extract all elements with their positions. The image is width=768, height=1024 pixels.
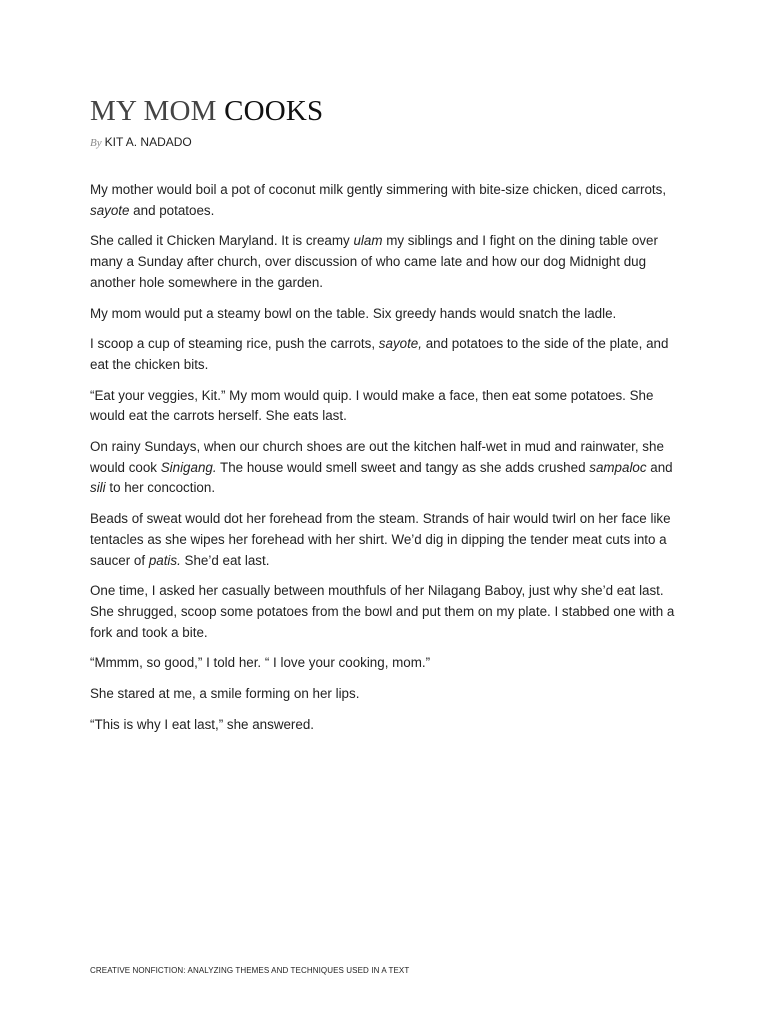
text-segment: My mother would boil a pot of coconut milk gently simmering with bite-size chicken, diced carrots, (90, 182, 667, 197)
text-segment: “This is why I eat last,” she answered. (90, 716, 315, 732)
text-segment: One time, I asked her casually between mouthfuls of her Nilagang Baboy, just why she’d eat last. She shrugged, scoop some potatoes from the bowl and put them on my plate. I stabbed one with a fork and took a bite. (90, 583, 675, 640)
text-segment: “Mmmm, so good,” I told her. “ I love your cooking, mom.” (90, 655, 431, 671)
paragraph (90, 180, 684, 221)
text-segment: My mom would put a steamy bowl on the table. Six greedy hands would snatch the ladle. (90, 305, 617, 321)
page-footer: CREATIVE NONFICTION: ANALYZING THEMES AND TECHNIQUES USED IN A TEXT (90, 966, 410, 975)
paragraph (90, 684, 684, 705)
italic-term: sili (90, 480, 106, 496)
italic-term: sayote, (378, 336, 422, 352)
text-segment: I scoop a cup of steaming rice, push the carrots, (90, 336, 379, 352)
text-segment: She called it Chicken Maryland. It is creamy (90, 233, 354, 249)
byline-prefix: By (90, 137, 102, 149)
paragraph (90, 509, 684, 571)
text-segment: my siblings and I fight on the dining table over many a Sunday after church, over discussion of who came late and how our dog Midnight dug another hole somewhere in the garden. (90, 233, 658, 290)
text-segment: and potatoes to the side of the plate, and eat the chicken bits. (90, 336, 669, 372)
text-segment: She’d eat last. (180, 552, 270, 568)
text-segment: to her concoction. (105, 480, 216, 496)
text-segment: “Eat your veggies, Kit.” My mom would quip. I would make a face, then eat some potatoes. She would eat the carrots herself. She eats last. (90, 387, 654, 424)
author-name: KIT A. NADADO (104, 135, 192, 149)
paragraph (90, 304, 684, 325)
paragraph (90, 437, 684, 499)
text-segment: The house would smell sweet and tangy as she adds crushed (216, 459, 590, 475)
italic-term: sampaloc (589, 459, 647, 475)
paragraph (90, 653, 684, 674)
italic-term: Sinigang. (160, 459, 217, 475)
paragraph (90, 386, 684, 427)
text-segment: and (646, 459, 673, 475)
paragraph (90, 231, 684, 293)
italic-term: sayote (90, 202, 130, 218)
paragraph (90, 581, 684, 643)
byline (90, 134, 192, 151)
italic-term: patis. (148, 552, 181, 568)
text-segment: She stared at me, a smile forming on her lips. (90, 686, 360, 702)
title-part-1: MY MOM (90, 95, 217, 127)
italic-term: ulam (353, 233, 383, 249)
text-segment: Beads of sweat would dot her forehead from the steam. Strands of hair would twirl on her face like tentacles as she wipes her forehead with her shirt. We’d dig in dipping the tender meat cuts into a saucer of (90, 511, 671, 568)
page-title (90, 92, 323, 130)
paragraph (90, 334, 684, 375)
text-segment: On rainy Sundays, when our church shoes are out the kitchen half-wet in mud and rainwater, she would cook (90, 439, 664, 475)
paragraph (90, 715, 684, 736)
title-part-2: COOKS (224, 95, 324, 127)
text-segment: and potatoes. (129, 202, 215, 218)
article-body (90, 180, 684, 745)
